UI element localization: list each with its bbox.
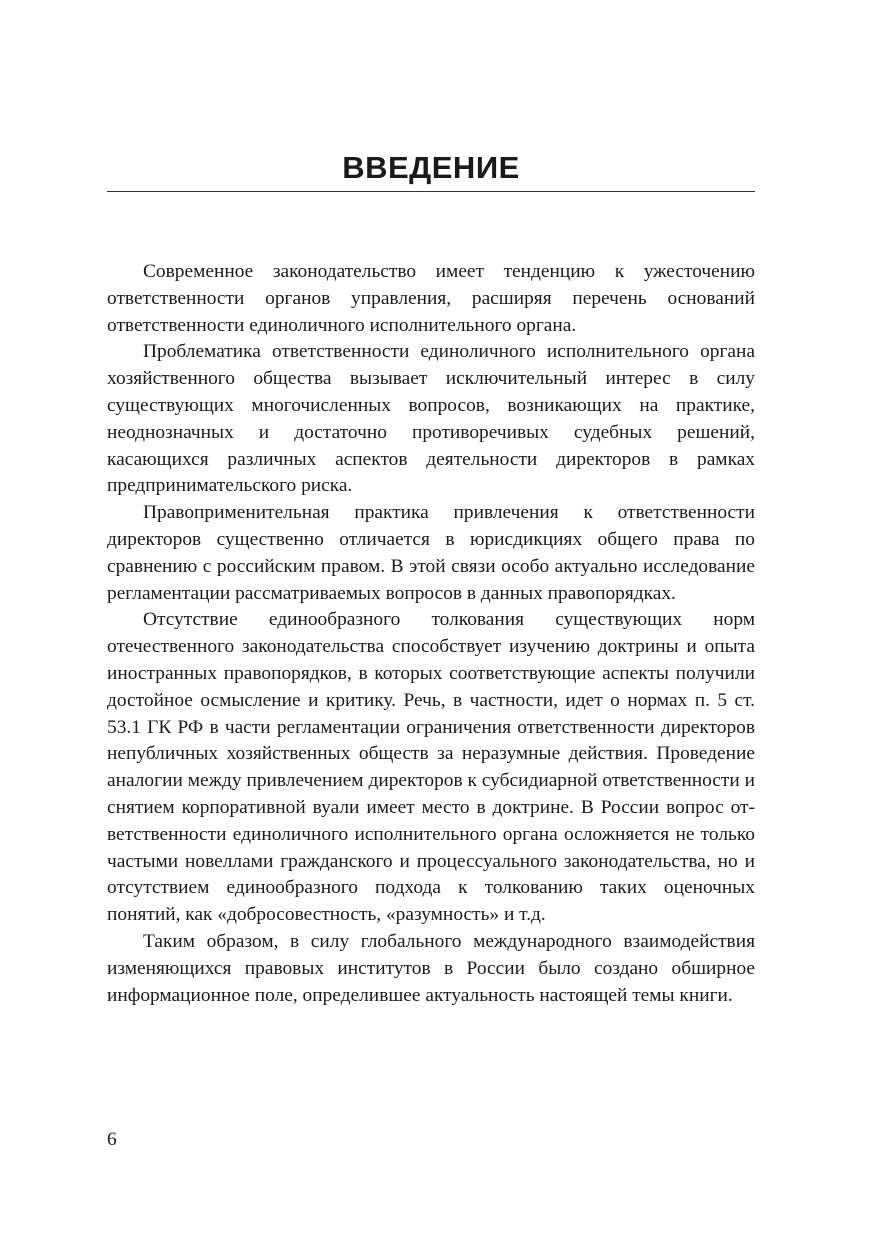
title-divider — [107, 191, 755, 192]
paragraph-5: Таким образом, в силу глобального международного взаимодействия изменяющихся правовых институтов в России было создано обширное информационное поле, определившее актуальность настоящей темы книги. — [107, 930, 755, 1006]
paragraph-1: Современное законодательство имеет тенденцию к ужесточению ответственности органов управления, расширяя перечень оснований ответственности единоличного исполнительного органа. — [107, 261, 755, 336]
paragraph-4: Отсутствие единообразного толкования существующих норм отечественного законодательства способствует изучению доктрины и опыта иностранных правопорядков, в которых соответствующие аспекты получили достойное осмысление и критику. Речь, в частности, идет о нормах п. 5 ст. 53.1 ГК РФ в части регламентации ограничения ответственности директоров непубличных хозяйственных обществ за неразумные действия. Проведение аналогии между привлечением директоров к субсидиарной ответственности и снятием корпоративной вуали имеет место в доктрине. В России вопрос ответственности единоличного исполнительного органа осложняется не только частыми новеллами гражданского и процессуального законодательства, но и отсутствием единообразного подхода к толкованию таких оценочных понятий, как «добросовестность, «разумность» и т.д. — [107, 609, 755, 926]
body-text — [107, 259, 755, 1009]
paragraph-2: Проблематика ответственности единоличного исполнительного органа хозяйственного общества вызывает исключительный интерес в силу существующих многочисленных вопросов, возникающих на практике, неоднозначных и достаточно противоречивых судебных решений, касающихся различных аспектов деятельности директоров в рамках предпринимательского риска. — [107, 341, 755, 497]
page-number: 6 — [107, 1129, 117, 1150]
chapter-title: ВВЕДЕНИЕ — [342, 150, 520, 185]
paragraph-3: Правоприменительная практика привлечения к ответственности директоров существенно отличается в юрисдикциях общего права по сравнению с российским правом. В этой связи особо актуально исследование регламентации рассматриваемых вопросов в данных правопорядках. — [107, 502, 755, 604]
